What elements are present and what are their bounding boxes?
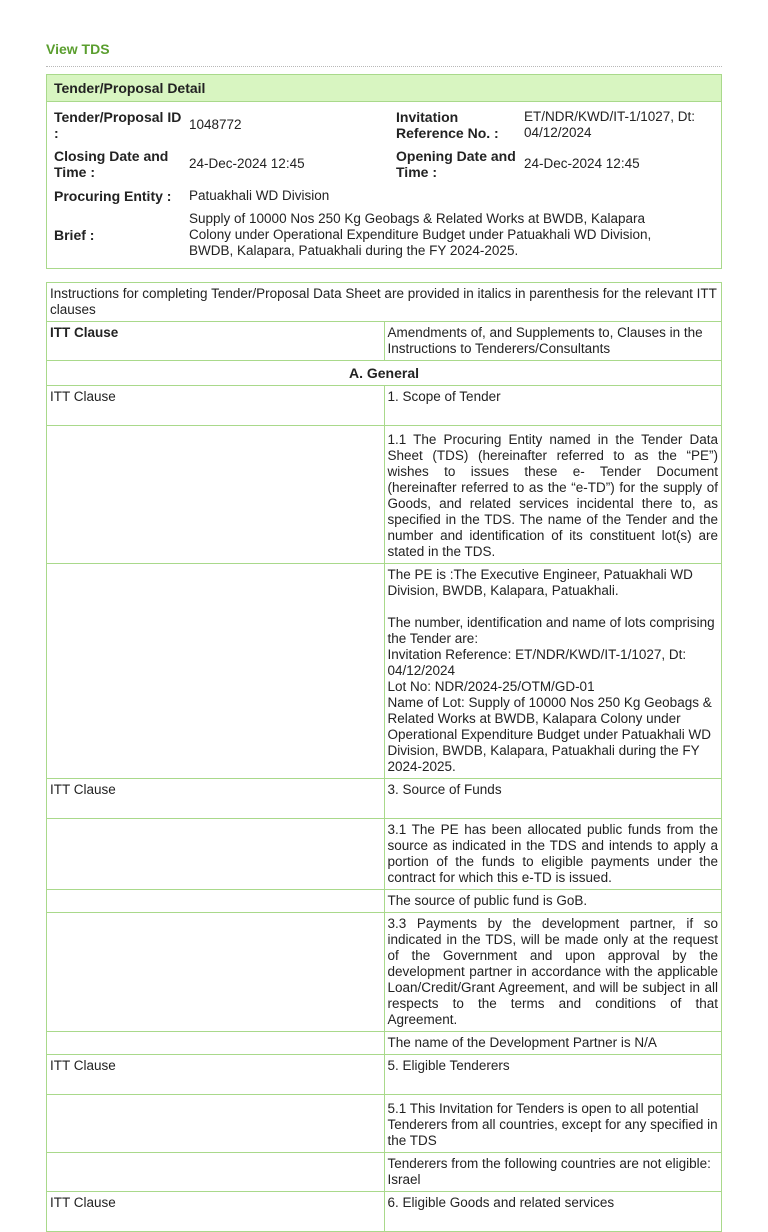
amendments-header: Amendments of, and Supplements to, Clauses in the Instructions to Tenderers/Consultants	[384, 322, 722, 361]
itt-clause-label: ITT Clause	[47, 1192, 385, 1232]
table-row	[47, 819, 722, 890]
empty-cell	[47, 1153, 385, 1192]
pe-details-cell	[384, 564, 722, 779]
itt-clause-label: ITT Clause	[47, 779, 385, 819]
clause-1-scope: 1. Scope of Tender	[384, 386, 722, 426]
opening-date-label: Opening Date and Time :	[396, 148, 516, 180]
empty-cell	[47, 1032, 385, 1055]
tender-id-value: 1048772	[189, 117, 242, 132]
empty-cell	[47, 426, 385, 564]
lot-name-line: Name of Lot: Supply of 10000 Nos 250 Kg Geobags & Related Works at BWDB, Kalapara Colony under Operational Expenditure Budget under Patuakhali WD Division, BWDB, Kalapara, Patuakhali during the FY 2024-2025.	[387, 695, 712, 774]
lots-intro: The number, identification and name of lots comprising the Tender are:	[387, 615, 715, 646]
opening-date-value: 24-Dec-2024 12:45	[524, 156, 640, 171]
empty-cell	[47, 890, 385, 913]
table-row	[47, 1095, 722, 1153]
table-row	[47, 564, 722, 779]
page-title: View TDS	[46, 41, 110, 57]
table-row	[47, 322, 722, 361]
itt-clause-label: ITT Clause	[47, 1055, 385, 1095]
lot-number-line: Lot No: NDR/2024-25/OTM/GD-01	[387, 679, 595, 694]
development-partner-line: The name of the Development Partner is N/A	[384, 1032, 722, 1055]
empty-cell	[47, 819, 385, 890]
invitation-reference-line: Invitation Reference: ET/NDR/KWD/IT-1/1027, Dt: 04/12/2024	[387, 647, 687, 678]
brief-label: Brief :	[54, 227, 95, 243]
detail-row-dates	[47, 144, 721, 184]
detail-row-procuring	[47, 184, 721, 208]
clause-6-eligible-goods: 6. Eligible Goods and related services	[384, 1192, 722, 1232]
table-row	[47, 283, 722, 322]
table-row	[47, 426, 722, 564]
closing-date-value: 24-Dec-2024 12:45	[189, 156, 305, 171]
empty-cell	[47, 1095, 385, 1153]
table-row	[47, 1055, 722, 1095]
pe-line: The PE is :The Executive Engineer, Patuakhali WD Division, BWDB, Kalapara, Patuakhali.	[387, 567, 693, 598]
empty-cell	[47, 913, 385, 1032]
instructions-note: Instructions for completing Tender/Proposal Data Sheet are provided in italics in parenthesis for the relevant ITT clauses	[47, 283, 722, 322]
tender-id-label: Tender/Proposal ID :	[54, 109, 182, 141]
tender-detail-body	[47, 102, 721, 268]
procuring-entity-value: Patuakhali WD Division	[189, 188, 330, 203]
table-row	[47, 890, 722, 913]
itt-clause-header: ITT Clause	[47, 322, 385, 361]
tender-detail-panel	[46, 74, 722, 269]
detail-row-id	[47, 106, 721, 144]
table-row	[47, 913, 722, 1032]
table-row	[47, 1153, 722, 1192]
brief-value: Supply of 10000 Nos 250 Kg Geobags & Related Works at BWDB, Kalapara Colony under Operational Expenditure Budget under Patuakhali WD Division, BWDB, Kalapara, Patuakhali during the FY 2024-2025.	[189, 211, 652, 258]
clause-3-source-of-funds: 3. Source of Funds	[384, 779, 722, 819]
closing-date-label: Closing Date and Time :	[54, 148, 169, 180]
invitation-ref-value: ET/NDR/KWD/IT-1/1027, Dt: 04/12/2024	[524, 109, 696, 140]
procuring-entity-label: Procuring Entity :	[54, 188, 172, 204]
empty-cell	[47, 564, 385, 779]
table-row	[47, 1032, 722, 1055]
clause-3-3-text: 3.3 Payments by the development partner, if so indicated in the TDS, will be made only at the request of the Government and upon approval by the development partner in accordance with the applicable Loan/Credit/Grant Agreement, and will be subject in all respects to the terms and conditions of that Agreement.	[384, 913, 722, 1032]
table-row	[47, 361, 722, 386]
not-eligible-countries-line: Tenderers from the following countries are not eligible: Israel	[384, 1153, 722, 1192]
section-general-heading: A. General	[47, 361, 722, 386]
tender-detail-header: Tender/Proposal Detail	[47, 75, 721, 102]
invitation-ref-label: Invitation Reference No. :	[396, 109, 499, 141]
spacer	[388, 599, 719, 615]
itt-clause-label: ITT Clause	[47, 386, 385, 426]
table-row	[47, 779, 722, 819]
detail-row-brief	[47, 208, 721, 262]
table-row	[47, 386, 722, 426]
source-of-fund-line: The source of public fund is GoB.	[384, 890, 722, 913]
clause-3-1-text: 3.1 The PE has been allocated public funds from the source as indicated in the TDS and intends to apply a portion of the funds to eligible payments under the contract for which this e-TD is issued.	[384, 819, 722, 890]
clause-1-1-text: 1.1 The Procuring Entity named in the Tender Data Sheet (TDS) (hereinafter referred to as the “PE”) wishes to issues these e- Tender Document (hereinafter referred to as the “e-TD”) for the supply of Goods, and related services incidental there to, as specified in the TDS. The name of the Tender and the number and identification of its constituent lot(s) are stated in the TDS.	[384, 426, 722, 564]
table-row	[47, 1192, 722, 1232]
clause-5-eligible-tenderers: 5. Eligible Tenderers	[384, 1055, 722, 1095]
itt-clauses-table	[46, 282, 722, 1232]
title-divider	[46, 66, 722, 67]
clause-5-1-text: 5.1 This Invitation for Tenders is open to all potential Tenderers from all countries, except for any specified in the TDS	[384, 1095, 722, 1153]
